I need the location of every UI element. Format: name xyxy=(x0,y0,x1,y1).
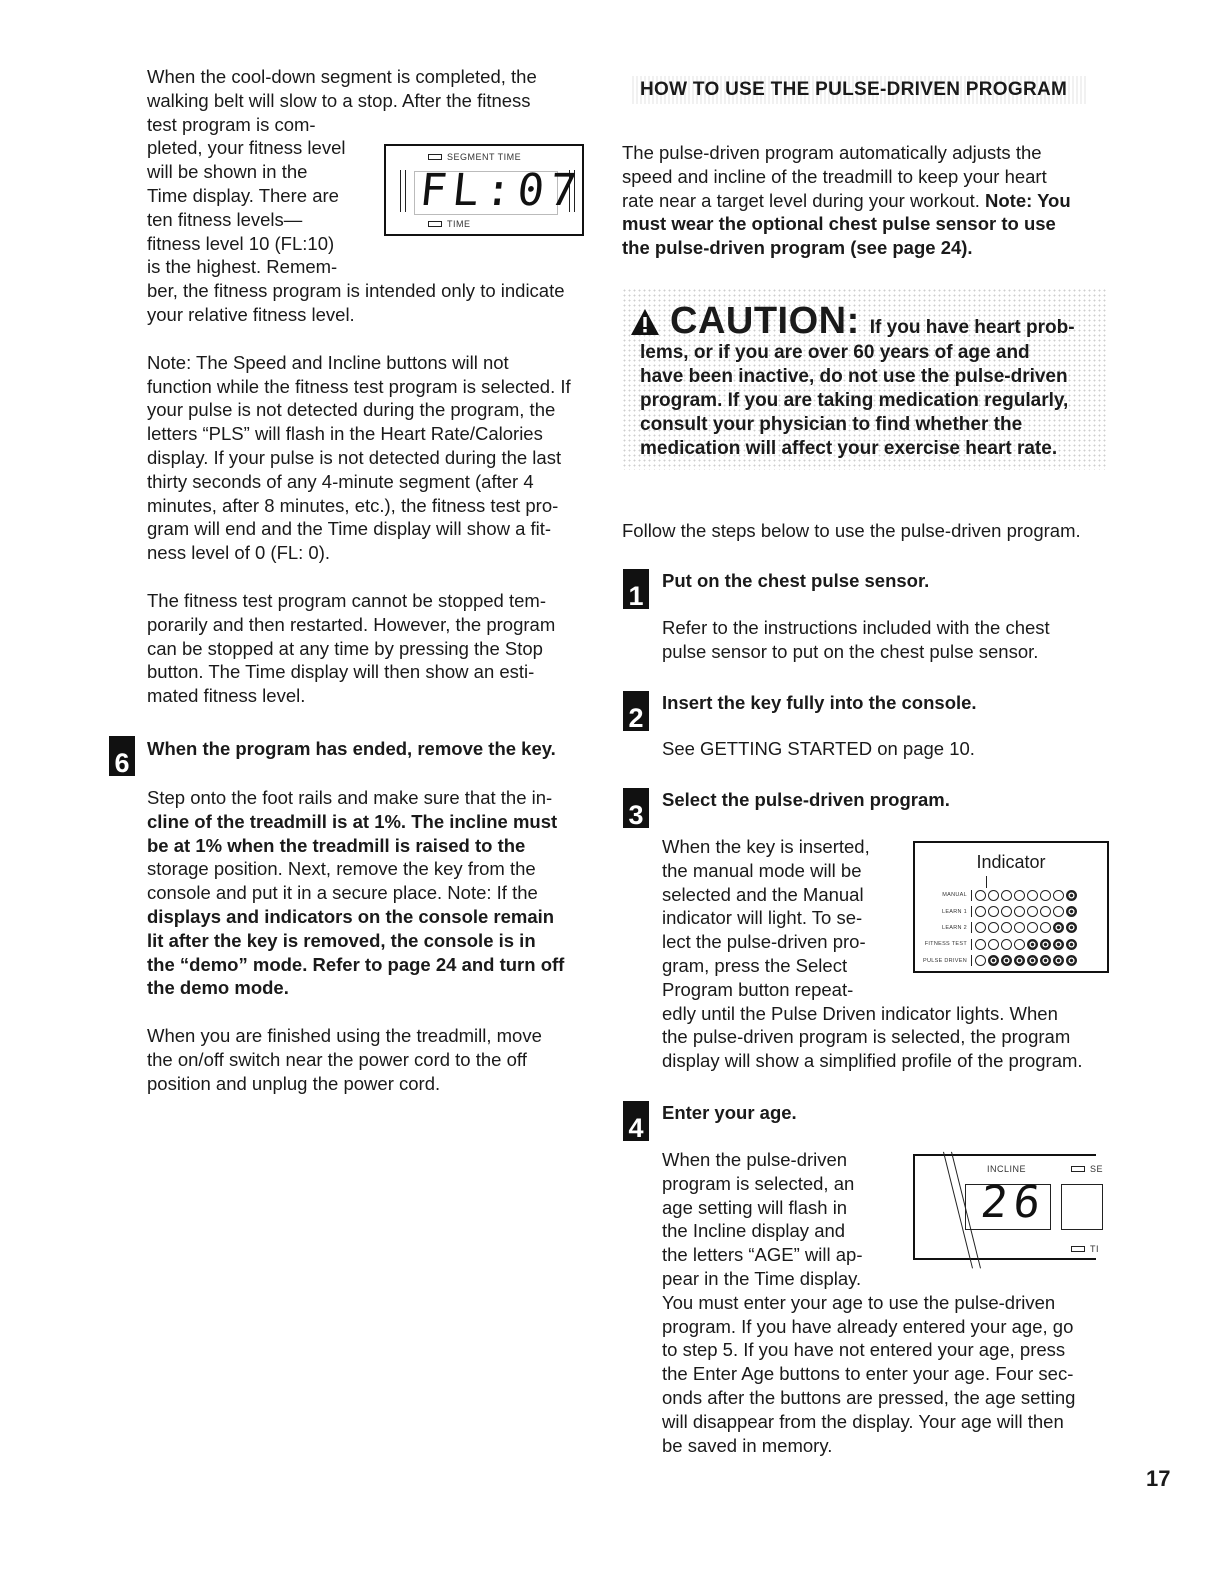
step6-line: displays and indicators on the console remain xyxy=(147,905,555,927)
step3-line: edly until the Pulse Driven indicator lights. When xyxy=(662,1002,1058,1024)
indicator-light-icon xyxy=(1040,890,1051,901)
indicator-pointer xyxy=(986,876,987,888)
intro-line: your relative fitness level. xyxy=(147,303,355,325)
indicator-light-icon xyxy=(1066,955,1077,966)
indicator-light-icon xyxy=(1066,939,1077,950)
step-2-title: Insert the key fully into the console. xyxy=(662,692,977,713)
indicator-light-icon xyxy=(1040,906,1051,917)
indicator-light-icon xyxy=(988,939,999,950)
section-heading: HOW TO USE THE PULSE-DRIVEN PROGRAM xyxy=(632,76,1088,104)
intro-line: Time display. There are xyxy=(147,184,339,206)
stop-line: can be stopped at any time by pressing the Stop xyxy=(147,637,543,659)
indicator-light-icon xyxy=(1027,955,1038,966)
note-label: Note: You xyxy=(985,189,1071,211)
indicator-square-icon xyxy=(428,154,442,160)
indicator-light-icon xyxy=(975,955,986,966)
step6-line: Step onto the foot rails and make sure that the in- xyxy=(147,787,553,808)
warning-icon xyxy=(630,308,660,336)
note-line: gram will end and the Time display will show a fit- xyxy=(147,518,552,540)
indicator-light-icon xyxy=(1027,890,1038,901)
indicator-light-icon xyxy=(1001,890,1012,901)
step-1-badge: 1 xyxy=(623,569,649,609)
age-display xyxy=(913,1154,1104,1260)
stop-line: mated fitness level. xyxy=(147,685,306,707)
note-line: letters “PLS” will flash in the Heart Rate/Calories xyxy=(147,423,543,445)
indicator-rows xyxy=(915,887,1111,969)
step1-line: pulse sensor to put on the chest pulse sensor. xyxy=(662,640,1039,662)
step3-line: selected and the Manual xyxy=(662,883,864,905)
caution-word: CAUTION: xyxy=(670,300,860,342)
indicator-light-icon xyxy=(1027,922,1038,933)
indicator-light-icon xyxy=(1053,955,1064,966)
time-label: TI xyxy=(1071,1244,1099,1254)
segment-label: SE xyxy=(1071,1164,1103,1174)
intro-line: pleted, your fitness level xyxy=(147,137,346,159)
caution-line: program. If you are taking medication regularly, xyxy=(640,390,1069,411)
indicator-light-icon xyxy=(1066,890,1077,901)
indicator-light-icon xyxy=(1014,939,1025,950)
intro-line: will be shown in the xyxy=(147,161,308,183)
indicator-light-icon xyxy=(975,906,986,917)
indicator-light-icon xyxy=(1053,890,1064,901)
step3-line: the pulse-driven program is selected, the program xyxy=(662,1026,1071,1048)
step4-line: program. If you have already entered your age, go xyxy=(662,1315,1074,1337)
step6-line: the “demo” mode. Refer to page 24 and turn off xyxy=(147,953,565,975)
stop-line: The fitness test program cannot be stopped tem- xyxy=(147,589,546,611)
segment-time-label: SEGMENT TIME xyxy=(428,152,521,162)
step-4-badge: 4 xyxy=(623,1101,649,1141)
intro-line: must wear the optional chest pulse sensor to use xyxy=(622,213,1056,235)
right-intro xyxy=(622,141,1122,260)
indicator-light-icon xyxy=(975,890,986,901)
note-line: your pulse is not detected during the program, the xyxy=(147,399,556,421)
note-line: function while the fitness test program is selected. If xyxy=(147,375,571,397)
note-line: ness level of 0 (FL: 0). xyxy=(147,542,331,564)
intro-line: is the highest. Remem- xyxy=(147,256,338,278)
step4-line: be saved in memory. xyxy=(662,1434,833,1456)
indicator-panel xyxy=(913,841,1109,973)
follow-text: Follow the steps below to use the pulse-driven program. xyxy=(622,520,1081,541)
finish-line: When you are finished using the treadmill, move xyxy=(147,1025,542,1047)
intro-line: ten fitness levels— xyxy=(147,208,303,230)
indicator-light-icon xyxy=(1001,955,1012,966)
caution-box xyxy=(622,288,1108,470)
indicator-title: Indicator xyxy=(976,852,1046,872)
indicator-light-icon xyxy=(1040,939,1051,950)
age-readout: 26 xyxy=(978,1177,1049,1228)
indicator-square-icon xyxy=(1071,1166,1085,1172)
caution-line: have been inactive, do not use the pulse-driven xyxy=(640,366,1068,387)
step3-line: lect the pulse-driven pro- xyxy=(662,931,866,953)
step4-line: to step 5. If you have not entered your age, press xyxy=(662,1339,1066,1361)
indicator-light-icon xyxy=(1066,922,1077,933)
indicator-light-icon xyxy=(1001,906,1012,917)
finish-line: position and unplug the power cord. xyxy=(147,1072,441,1094)
step4-line: You must enter your age to use the pulse-driven xyxy=(662,1291,1056,1313)
step6-line: the demo mode. xyxy=(147,977,289,999)
stop-line: porarily and then restarted. However, the program xyxy=(147,613,556,635)
indicator-light-icon xyxy=(1053,939,1064,950)
step-3-badge: 3 xyxy=(623,788,649,828)
intro-line: When the cool-down segment is completed, the xyxy=(147,66,537,87)
indicator-light-icon xyxy=(1027,906,1038,917)
caution-line: medication will affect your exercise heart rate. xyxy=(640,438,1058,459)
step3-line: When the key is inserted, xyxy=(662,836,870,857)
indicator-row: LEARN 2 xyxy=(915,920,1111,936)
intro-line: speed and incline of the treadmill to keep your heart xyxy=(622,165,1047,187)
indicator-light-icon xyxy=(1053,922,1064,933)
step4-line: the Incline display and xyxy=(662,1220,846,1242)
step4-line: program is selected, an xyxy=(662,1172,855,1194)
step4-line: onds after the buttons are pressed, the age setting xyxy=(662,1386,1076,1408)
caution-line: lems, or if you are over 60 years of age and xyxy=(640,342,1030,363)
step4-line: pear in the Time display. xyxy=(662,1267,862,1289)
step-6-badge: 6 xyxy=(109,736,135,776)
indicator-light-icon xyxy=(1014,890,1025,901)
indicator-light-icon xyxy=(975,939,986,950)
indicator-light-icon xyxy=(1066,906,1077,917)
note-line: display. If your pulse is not detected during the last xyxy=(147,446,562,468)
indicator-light-icon xyxy=(1014,955,1025,966)
step4-line: will disappear from the display. Your age will then xyxy=(662,1410,1064,1432)
indicator-square-icon xyxy=(428,221,442,227)
intro-line: walking belt will slow to a stop. After the fitness xyxy=(147,89,531,111)
step4-line: When the pulse-driven xyxy=(662,1149,848,1170)
lcd-bracket-left xyxy=(400,170,406,212)
caution-line: consult your physician to find whether the xyxy=(640,414,1023,435)
indicator-row: MANUAL xyxy=(915,887,1111,903)
indicator-light-icon xyxy=(988,955,999,966)
caution-body xyxy=(640,341,1110,461)
indicator-square-icon xyxy=(1071,1246,1085,1252)
caution-header xyxy=(630,300,1075,343)
indicator-row: LEARN 1 xyxy=(915,903,1111,919)
step3-line: display will show a simplified profile of the program. xyxy=(662,1050,1083,1072)
step1-line: Refer to the instructions included with the chest xyxy=(662,617,1050,638)
step3-line: Program button repeat- xyxy=(662,978,854,1000)
intro-line: ber, the fitness program is intended only to indicate xyxy=(147,280,565,302)
caution-line: If you have heart prob- xyxy=(869,317,1075,338)
indicator-row: PULSE DRIVEN xyxy=(915,953,1111,969)
intro-line: rate near a target level during your workout. Note: You xyxy=(622,189,1071,211)
indicator-light-icon xyxy=(975,922,986,933)
step3-line: indicator will light. To se- xyxy=(662,907,863,929)
step4-line: the letters “AGE” will ap- xyxy=(662,1244,863,1266)
fl-readout: FL:07 xyxy=(417,165,586,216)
step4-line: age setting will flash in xyxy=(662,1196,848,1218)
step-2-badge: 2 xyxy=(623,691,649,731)
step3-line: gram, press the Select xyxy=(662,954,848,976)
finish-line: the on/off switch near the power cord to the off xyxy=(147,1048,527,1070)
step-6-title: When the program has ended, remove the key. xyxy=(147,738,556,759)
step6-line: cline of the treadmill is at 1%. The incline must xyxy=(147,810,558,832)
step6-line: be at 1% when the treadmill is raised to the xyxy=(147,834,526,856)
indicator-light-icon xyxy=(988,922,999,933)
note-line: thirty seconds of any 4-minute segment (after 4 xyxy=(147,470,534,492)
indicator-light-icon xyxy=(988,890,999,901)
step6-line: lit after the key is removed, the console is in xyxy=(147,929,536,951)
step-2-body: See GETTING STARTED on page 10. xyxy=(662,738,975,759)
stop-line: button. The Time display will then show an esti- xyxy=(147,661,535,683)
fitness-level-display xyxy=(384,144,584,236)
indicator-light-icon xyxy=(988,906,999,917)
note-line: Note: The Speed and Incline buttons will not xyxy=(147,351,509,373)
page-number: 17 xyxy=(1146,1466,1171,1491)
indicator-light-icon xyxy=(1001,939,1012,950)
intro-line: test program is com- xyxy=(147,113,316,135)
step-3-title: Select the pulse-driven program. xyxy=(662,789,950,810)
intro-line: The pulse-driven program automatically adjusts the xyxy=(622,142,1042,163)
step-1-body xyxy=(662,616,1122,664)
step-4-title: Enter your age. xyxy=(662,1102,797,1123)
indicator-light-icon xyxy=(1014,906,1025,917)
indicator-light-icon xyxy=(1040,955,1051,966)
indicator-light-icon xyxy=(1053,906,1064,917)
intro-line: the pulse-driven program (see page 24). xyxy=(622,237,973,259)
indicator-light-icon xyxy=(1027,939,1038,950)
incline-label: INCLINE xyxy=(987,1164,1027,1174)
time-label: TIME xyxy=(428,219,471,229)
indicator-row: FITNESS TEST xyxy=(915,936,1111,952)
step6-line: console and put it in a secure place. Note: If the xyxy=(147,882,538,904)
indicator-light-icon xyxy=(1040,922,1051,933)
step-6-body xyxy=(147,786,607,1096)
step6-line: storage position. Next, remove the key from the xyxy=(147,858,536,880)
segment-window xyxy=(1061,1184,1103,1230)
step4-line: the Enter Age buttons to enter your age. Four sec- xyxy=(662,1363,1074,1385)
intro-line: fitness level 10 (FL:10) xyxy=(147,232,335,254)
note-line: minutes, after 8 minutes, etc.), the fitness test pro- xyxy=(147,494,559,516)
step-1-title: Put on the chest pulse sensor. xyxy=(662,570,930,591)
indicator-light-icon xyxy=(1001,922,1012,933)
indicator-light-icon xyxy=(1014,922,1025,933)
step3-line: the manual mode will be xyxy=(662,859,862,881)
